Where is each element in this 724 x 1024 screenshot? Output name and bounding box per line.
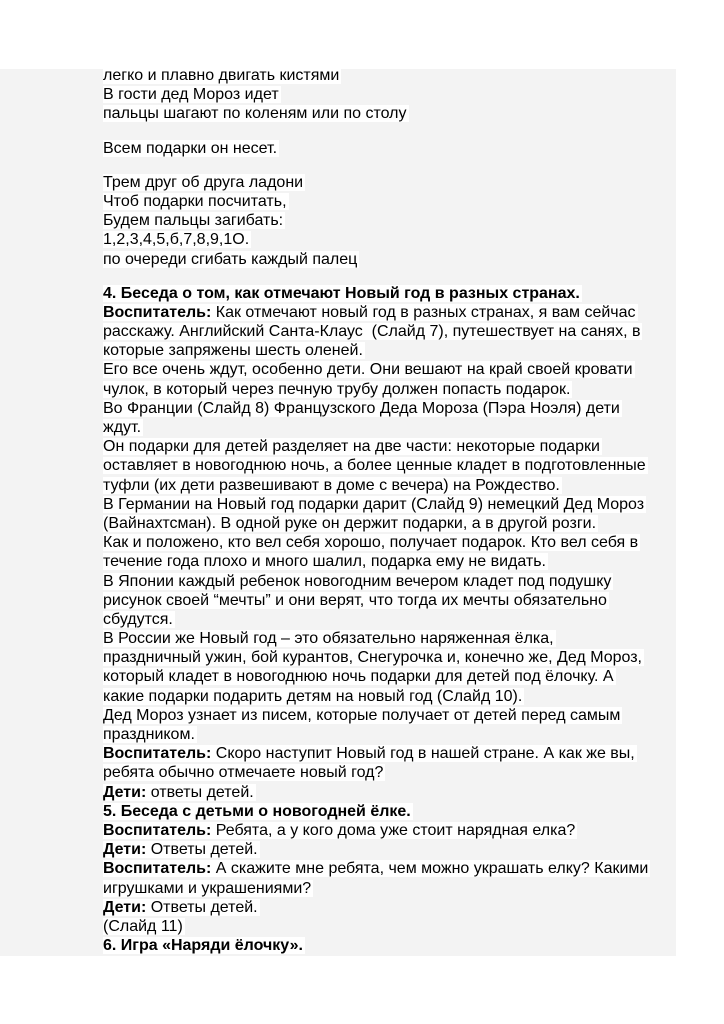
text-run-group <box>103 361 635 378</box>
text-line <box>103 591 703 610</box>
text-run-group <box>103 140 279 157</box>
blank-line <box>103 158 703 173</box>
text-run: легко и плавно двигать кистями <box>103 67 340 84</box>
text-line <box>103 66 703 85</box>
text-run: которые запряжены шесть оленей. <box>103 342 363 360</box>
text-run: пальцы шагают по коленям или по столу <box>103 105 407 123</box>
text-line <box>103 250 703 269</box>
text-line <box>103 898 703 917</box>
text-line <box>103 418 703 437</box>
text-run: ответы детей. <box>146 783 254 801</box>
text-run: туфли (их дети развешивают в доме с вечера) на Рождество. <box>103 476 560 494</box>
text-line <box>103 173 703 192</box>
text-line <box>103 399 703 418</box>
text-line <box>103 495 703 514</box>
text-line <box>103 859 703 878</box>
text-line <box>103 139 703 158</box>
text-run: Чтоб подарки посчитать, <box>103 192 287 210</box>
text-line <box>103 230 703 249</box>
text-run-group <box>103 745 637 762</box>
text-run: какие подарки подарить детям на новый год (Слайд 10). <box>103 687 523 705</box>
text-run: ребята обычно отмечаете новый год? <box>103 764 384 782</box>
text-run: течение года плохо и много шалил, подарка ему не видать. <box>103 553 546 571</box>
text-run-group <box>103 231 251 248</box>
bold-text-run: 5. Беседа с детьми о новогодней ёлке. <box>103 802 411 820</box>
text-run: праздником. <box>103 726 195 743</box>
bold-text-run: Дети: <box>103 783 147 801</box>
text-line <box>103 104 703 123</box>
text-run: Как и положено, кто вел себя хорошо, получает подарок. Кто вел себя в <box>103 534 639 552</box>
bold-text-run: Дети: <box>103 898 147 916</box>
text-run-group <box>103 726 197 743</box>
text-run: Ответы детей. <box>146 898 258 916</box>
text-run-group <box>103 707 622 724</box>
text-run-group <box>103 304 638 321</box>
text-run-group <box>103 342 365 359</box>
text-run-group <box>103 592 609 609</box>
text-run-group <box>103 515 598 532</box>
text-line <box>103 667 703 686</box>
text-line <box>103 456 703 475</box>
text-line <box>103 437 703 456</box>
text-run: оставляет в новогоднюю ночь, а более ценные кладет в подготовленные <box>103 457 646 475</box>
bold-text-run: 4. Беседа о том, как отмечают Новый год в разных странах. <box>103 284 580 302</box>
text-line <box>103 879 703 898</box>
text-run: В России же Новый год – это обязательно наряженная ёлка, <box>103 630 554 648</box>
text-run: Во Франции (Слайд 8) Французского Деда Мороза (Пэра Ноэля) дети <box>103 399 620 417</box>
text-run-group <box>103 668 616 685</box>
text-line <box>103 572 703 591</box>
text-run-group <box>103 496 646 513</box>
text-run: В гости дед Мороз идет <box>103 86 279 104</box>
text-run-group <box>103 86 281 103</box>
text-run-group <box>103 251 359 268</box>
text-run: Как отмечают новый год в разных странах, я вам сейчас <box>211 303 636 321</box>
text-run: В Германии на Новый год подарки дарит (Слайд 9) немецкий Дед Мороз <box>103 495 645 513</box>
text-run: ждут. <box>103 419 142 436</box>
text-run-group <box>103 803 413 820</box>
blank-line <box>103 124 703 139</box>
text-line <box>103 706 703 725</box>
text-line <box>103 341 703 360</box>
text-line <box>103 917 703 936</box>
text-run-group <box>103 534 640 551</box>
text-run-group <box>103 193 289 210</box>
text-run: праздничный ужин, бой курантов, Снегурочка и, конечно же, Дед Мороз, <box>103 649 642 667</box>
text-run-group <box>103 400 622 417</box>
text-run-group <box>103 381 572 398</box>
document-text <box>103 66 703 955</box>
text-run-group <box>103 860 650 877</box>
text-run-group <box>103 457 648 474</box>
text-run: рисунок своей “мечты” и они верят, что тогда их мечты обязательно <box>103 591 607 609</box>
text-run-group <box>103 323 642 340</box>
text-run: Трем друг об друга ладони <box>103 173 304 191</box>
text-line <box>103 211 703 230</box>
text-run-group <box>103 174 305 191</box>
text-run: Всем подарки он несет. <box>103 139 278 157</box>
text-line <box>103 821 703 840</box>
text-line <box>103 360 703 379</box>
text-run: Дед Мороз узнает из писем, которые получает от детей перед самым <box>103 706 621 724</box>
text-run-group <box>103 573 613 590</box>
text-line <box>103 629 703 648</box>
text-run: чулок, в который через печную трубу должен попасть подарок. <box>103 380 571 398</box>
text-line <box>103 725 703 744</box>
text-run: (Слайд 11) <box>103 917 183 935</box>
text-run: который кладет в новогоднюю ночь подарки для детей под ёлочку. А <box>103 668 614 686</box>
text-run: Его все очень ждут, особенно дети. Они вешают на край своей кровати <box>103 361 633 379</box>
bold-text-run: Воспитатель: <box>103 860 212 878</box>
text-line <box>103 303 703 322</box>
text-line <box>103 763 703 782</box>
text-line <box>103 476 703 495</box>
text-run-group <box>103 477 562 494</box>
text-run-group <box>103 899 260 916</box>
text-run-group <box>103 688 524 705</box>
text-line <box>103 192 703 211</box>
text-run-group <box>103 918 185 935</box>
text-run: Ребята, а у кого дома уже стоит нарядная елка? <box>211 821 576 839</box>
text-run: по очереди сгибать каждый палец <box>103 250 358 268</box>
text-run: сбудутся. <box>103 610 173 628</box>
text-run-group <box>103 285 582 302</box>
bold-text-run: Воспитатель: <box>103 303 212 321</box>
text-run: Он подарки для детей разделяет на две части: некоторые подарки <box>103 438 600 456</box>
text-line <box>103 802 703 821</box>
text-run-group <box>103 880 313 897</box>
text-run-group <box>103 630 556 647</box>
text-line <box>103 783 703 802</box>
text-run: Ответы детей. <box>146 841 258 859</box>
text-run-group <box>103 649 644 666</box>
text-run-group <box>103 67 341 84</box>
bold-text-run: Воспитатель: <box>103 821 212 839</box>
text-line <box>103 744 703 763</box>
text-line <box>103 687 703 706</box>
text-run: Скоро наступит Новый год в нашей стране. А как же вы, <box>211 745 635 763</box>
text-run-group <box>103 822 577 839</box>
text-run-group <box>103 212 285 229</box>
text-run: (Вайнахтсман). В одной руке он держит подарки, а в другой розги. <box>103 514 597 532</box>
text-run-group <box>103 764 385 781</box>
text-run: 1,2,3,4,5,б,7,8,9,1О. <box>103 231 250 249</box>
text-line <box>103 380 703 399</box>
text-run: В Японии каждый ребенок новогодним вечером кладет под подушку <box>103 572 612 590</box>
bold-text-run: 6. Игра «Наряди ёлочку». <box>103 937 303 955</box>
text-run-group <box>103 438 602 455</box>
text-run: расскажу. Английский Санта-Клаус (Слайд 7), путешествует на санях, в <box>103 323 641 341</box>
text-run: игрушками и украшениями? <box>103 879 312 897</box>
text-line <box>103 322 703 341</box>
text-run-group <box>103 841 260 858</box>
blank-line <box>103 269 703 284</box>
text-line <box>103 284 703 303</box>
text-line <box>103 648 703 667</box>
text-run-group <box>103 553 548 570</box>
text-line <box>103 552 703 571</box>
bold-text-run: Воспитатель: <box>103 745 212 763</box>
text-run-group <box>103 419 143 436</box>
text-run-group <box>103 611 175 628</box>
text-run: А скажите мне ребята, чем можно украшать елку? Какими <box>211 860 649 878</box>
text-line <box>103 85 703 104</box>
text-line <box>103 610 703 629</box>
text-line <box>103 514 703 533</box>
text-run-group <box>103 105 409 122</box>
text-run-group <box>103 937 305 954</box>
bold-text-run: Дети: <box>103 841 147 859</box>
text-line <box>103 840 703 859</box>
text-line <box>103 936 703 955</box>
text-run: Будем пальцы загибать: <box>103 212 284 230</box>
text-run-group <box>103 784 256 801</box>
text-line <box>103 533 703 552</box>
